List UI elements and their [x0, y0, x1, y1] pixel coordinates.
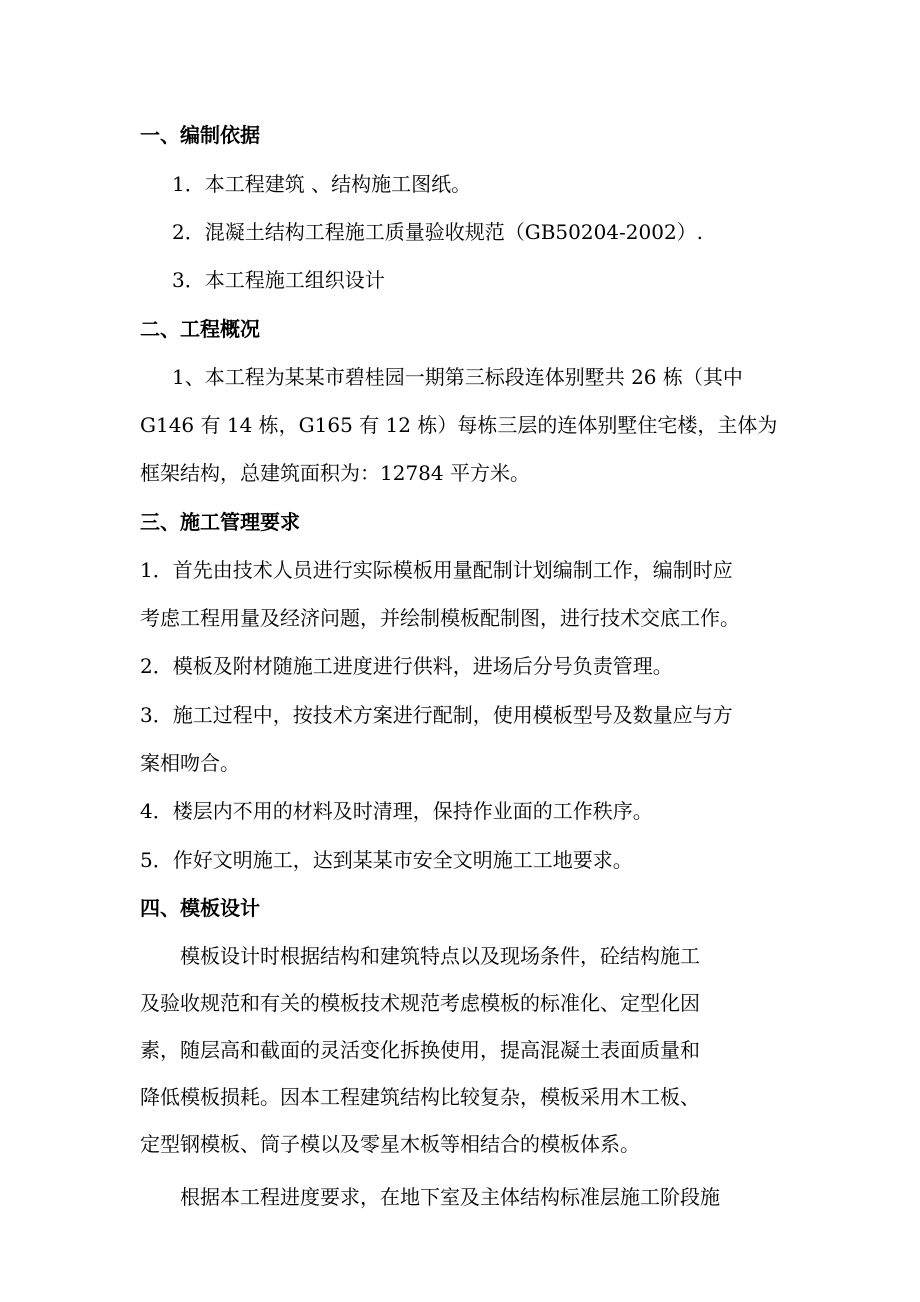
text-line: 4．楼层内不用的材料及时清理，保持作业面的工作秩序。 [140, 799, 653, 823]
text-line: 3．施工过程中，按技术方案进行配制，使用模板型号及数量应与方 [140, 703, 733, 727]
section-heading: 四、模板设计 [140, 896, 260, 920]
text-line: 定型钢模板、筒子模以及零星木板等相结合的模板体系。 [140, 1132, 640, 1156]
section-heading: 二、工程概况 [140, 317, 260, 341]
text-line: 框架结构，总建筑面积为：12784 平方米。 [140, 461, 530, 485]
section-heading: 三、施工管理要求 [140, 510, 300, 534]
text-line: 考虑工程用量及经济问题，并绘制模板配制图，进行技术交底工作。 [140, 606, 740, 630]
section-heading: 一、编制依据 [140, 123, 260, 147]
text-line: 根据本工程进度要求，在地下室及主体结构标准层施工阶段施 [180, 1185, 720, 1209]
text-line: 降低模板损耗。因本工程建筑结构比较复杂，模板采用木工板、 [140, 1085, 700, 1109]
text-line: 1．首先由技术人员进行实际模板用量配制计划编制工作，编制时应 [140, 558, 733, 582]
text-line: 2．混凝土结构工程施工质量验收规范（GB50204-2002）. [172, 220, 704, 244]
text-line: 3．本工程施工组织设计 [172, 268, 385, 292]
text-line: 1、本工程为某某市碧桂园一期第三标段连体别墅共 26 栋（其中 [172, 365, 743, 389]
text-line: 模板设计时根据结构和建筑特点以及现场条件，砼结构施工 [180, 944, 700, 968]
text-line: 素，随层高和截面的灵活变化拆换使用，提高混凝土表面质量和 [140, 1038, 700, 1062]
text-line: 5．作好文明施工，达到某某市安全文明施工工地要求。 [140, 848, 633, 872]
text-line: 案相吻合。 [140, 751, 240, 775]
text-line: 1．本工程建筑 、结构施工图纸。 [172, 172, 472, 196]
text-line: G146 有 14 栋，G165 有 12 栋）每栋三层的连体别墅住宅楼，主体为 [140, 413, 778, 437]
text-line: 2．模板及附材随施工进度进行供料，进场后分号负责管理。 [140, 654, 673, 678]
text-line: 及验收规范和有关的模板技术规范考虑模板的标准化、定型化因 [140, 991, 700, 1015]
